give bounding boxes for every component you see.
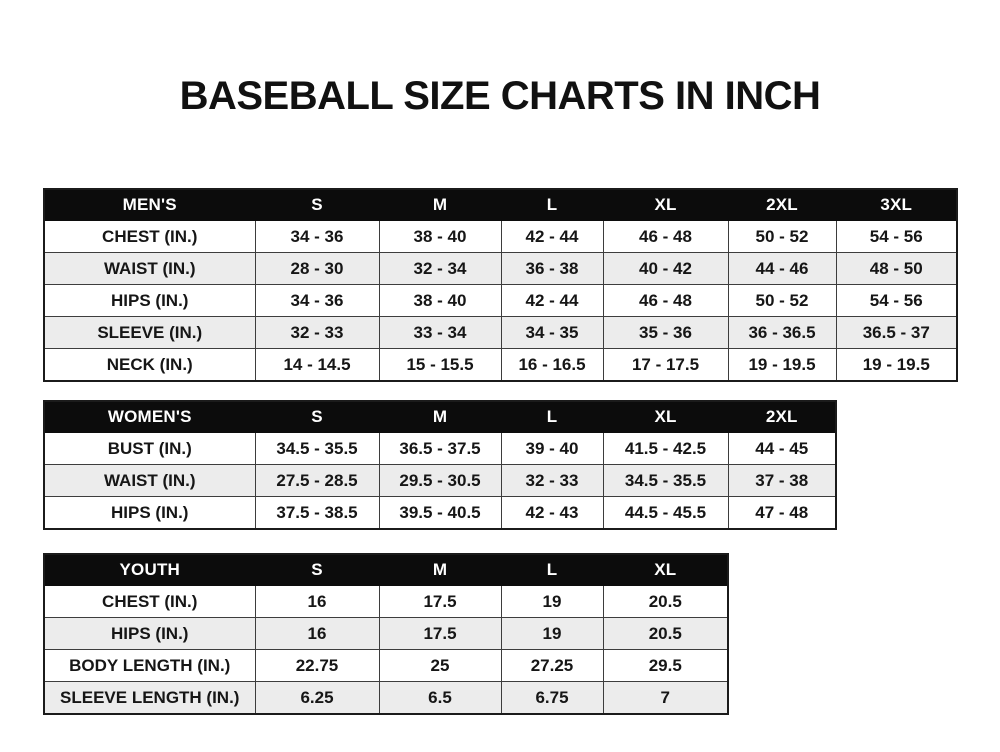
cell: 46 - 48 bbox=[603, 285, 728, 317]
cell: 46 - 48 bbox=[603, 221, 728, 253]
cell: 39 - 40 bbox=[501, 433, 603, 465]
column-header-l: L bbox=[501, 189, 603, 221]
cell: 39.5 - 40.5 bbox=[379, 497, 501, 530]
mens-table-title: MEN'S bbox=[44, 189, 255, 221]
cell: 27.25 bbox=[501, 650, 603, 682]
table-row-sleeve bbox=[44, 317, 957, 349]
table-row-hips bbox=[44, 285, 957, 317]
row-label: NECK (IN.) bbox=[44, 349, 255, 382]
cell: 36.5 - 37.5 bbox=[379, 433, 501, 465]
cell: 40 - 42 bbox=[603, 253, 728, 285]
cell: 36 - 36.5 bbox=[728, 317, 836, 349]
cell: 17 - 17.5 bbox=[603, 349, 728, 382]
table-row-chest bbox=[44, 586, 728, 618]
column-header-xl: XL bbox=[603, 554, 728, 586]
cell: 29.5 bbox=[603, 650, 728, 682]
row-label: HIPS (IN.) bbox=[44, 618, 255, 650]
womens-table-title: WOMEN'S bbox=[44, 401, 255, 433]
column-header-l: L bbox=[501, 554, 603, 586]
table-row-body-length bbox=[44, 650, 728, 682]
cell: 34 - 35 bbox=[501, 317, 603, 349]
cell: 6.25 bbox=[255, 682, 379, 715]
cell: 34.5 - 35.5 bbox=[255, 433, 379, 465]
cell: 17.5 bbox=[379, 586, 501, 618]
cell: 54 - 56 bbox=[836, 221, 957, 253]
cell: 42 - 43 bbox=[501, 497, 603, 530]
cell: 37.5 - 38.5 bbox=[255, 497, 379, 530]
cell: 34 - 36 bbox=[255, 221, 379, 253]
cell: 42 - 44 bbox=[501, 221, 603, 253]
row-label: SLEEVE LENGTH (IN.) bbox=[44, 682, 255, 715]
cell: 37 - 38 bbox=[728, 465, 836, 497]
youth-size-table bbox=[43, 553, 729, 715]
cell: 50 - 52 bbox=[728, 285, 836, 317]
cell: 6.75 bbox=[501, 682, 603, 715]
cell: 44.5 - 45.5 bbox=[603, 497, 728, 530]
cell: 6.5 bbox=[379, 682, 501, 715]
cell: 41.5 - 42.5 bbox=[603, 433, 728, 465]
cell: 22.75 bbox=[255, 650, 379, 682]
row-label: BODY LENGTH (IN.) bbox=[44, 650, 255, 682]
cell: 20.5 bbox=[603, 586, 728, 618]
page-title: BASEBALL SIZE CHARTS IN INCH bbox=[179, 74, 821, 118]
cell: 38 - 40 bbox=[379, 285, 501, 317]
table-row-waist bbox=[44, 253, 957, 285]
row-label: SLEEVE (IN.) bbox=[44, 317, 255, 349]
cell: 48 - 50 bbox=[836, 253, 957, 285]
cell: 16 - 16.5 bbox=[501, 349, 603, 382]
row-label: CHEST (IN.) bbox=[44, 221, 255, 253]
cell: 29.5 - 30.5 bbox=[379, 465, 501, 497]
cell: 19 bbox=[501, 618, 603, 650]
row-label: WAIST (IN.) bbox=[44, 465, 255, 497]
column-header-xl: XL bbox=[603, 401, 728, 433]
table-row-sleeve-length bbox=[44, 682, 728, 715]
cell: 32 - 33 bbox=[255, 317, 379, 349]
row-label: BUST (IN.) bbox=[44, 433, 255, 465]
cell: 19 - 19.5 bbox=[836, 349, 957, 382]
cell: 34 - 36 bbox=[255, 285, 379, 317]
cell: 28 - 30 bbox=[255, 253, 379, 285]
cell: 19 bbox=[501, 586, 603, 618]
row-label: CHEST (IN.) bbox=[44, 586, 255, 618]
cell: 15 - 15.5 bbox=[379, 349, 501, 382]
row-label: WAIST (IN.) bbox=[44, 253, 255, 285]
cell: 36.5 - 37 bbox=[836, 317, 957, 349]
cell: 33 - 34 bbox=[379, 317, 501, 349]
row-label: HIPS (IN.) bbox=[44, 497, 255, 530]
cell: 20.5 bbox=[603, 618, 728, 650]
womens-header-row bbox=[44, 401, 836, 433]
cell: 54 - 56 bbox=[836, 285, 957, 317]
womens-size-table bbox=[43, 400, 837, 530]
column-header-m: M bbox=[379, 401, 501, 433]
table-row-hips bbox=[44, 497, 836, 530]
youth-table-title: YOUTH bbox=[44, 554, 255, 586]
table-row-hips bbox=[44, 618, 728, 650]
mens-size-table bbox=[43, 188, 958, 382]
cell: 17.5 bbox=[379, 618, 501, 650]
cell: 16 bbox=[255, 618, 379, 650]
cell: 36 - 38 bbox=[501, 253, 603, 285]
table-row-waist bbox=[44, 465, 836, 497]
cell: 38 - 40 bbox=[379, 221, 501, 253]
cell: 34.5 - 35.5 bbox=[603, 465, 728, 497]
cell: 7 bbox=[603, 682, 728, 715]
column-header-m: M bbox=[379, 189, 501, 221]
column-header-xl: XL bbox=[603, 189, 728, 221]
cell: 25 bbox=[379, 650, 501, 682]
column-header-m: M bbox=[379, 554, 501, 586]
cell: 27.5 - 28.5 bbox=[255, 465, 379, 497]
mens-header-row bbox=[44, 189, 957, 221]
column-header-2xl: 2XL bbox=[728, 401, 836, 433]
cell: 47 - 48 bbox=[728, 497, 836, 530]
cell: 19 - 19.5 bbox=[728, 349, 836, 382]
column-header-s: S bbox=[255, 554, 379, 586]
cell: 32 - 33 bbox=[501, 465, 603, 497]
cell: 32 - 34 bbox=[379, 253, 501, 285]
cell: 44 - 46 bbox=[728, 253, 836, 285]
cell: 16 bbox=[255, 586, 379, 618]
cell: 44 - 45 bbox=[728, 433, 836, 465]
column-header-s: S bbox=[255, 401, 379, 433]
row-label: HIPS (IN.) bbox=[44, 285, 255, 317]
cell: 35 - 36 bbox=[603, 317, 728, 349]
column-header-2xl: 2XL bbox=[728, 189, 836, 221]
youth-header-row bbox=[44, 554, 728, 586]
table-row-chest bbox=[44, 221, 957, 253]
column-header-3xl: 3XL bbox=[836, 189, 957, 221]
table-row-neck bbox=[44, 349, 957, 382]
column-header-s: S bbox=[255, 189, 379, 221]
cell: 50 - 52 bbox=[728, 221, 836, 253]
table-row-bust bbox=[44, 433, 836, 465]
column-header-l: L bbox=[501, 401, 603, 433]
cell: 42 - 44 bbox=[501, 285, 603, 317]
cell: 14 - 14.5 bbox=[255, 349, 379, 382]
